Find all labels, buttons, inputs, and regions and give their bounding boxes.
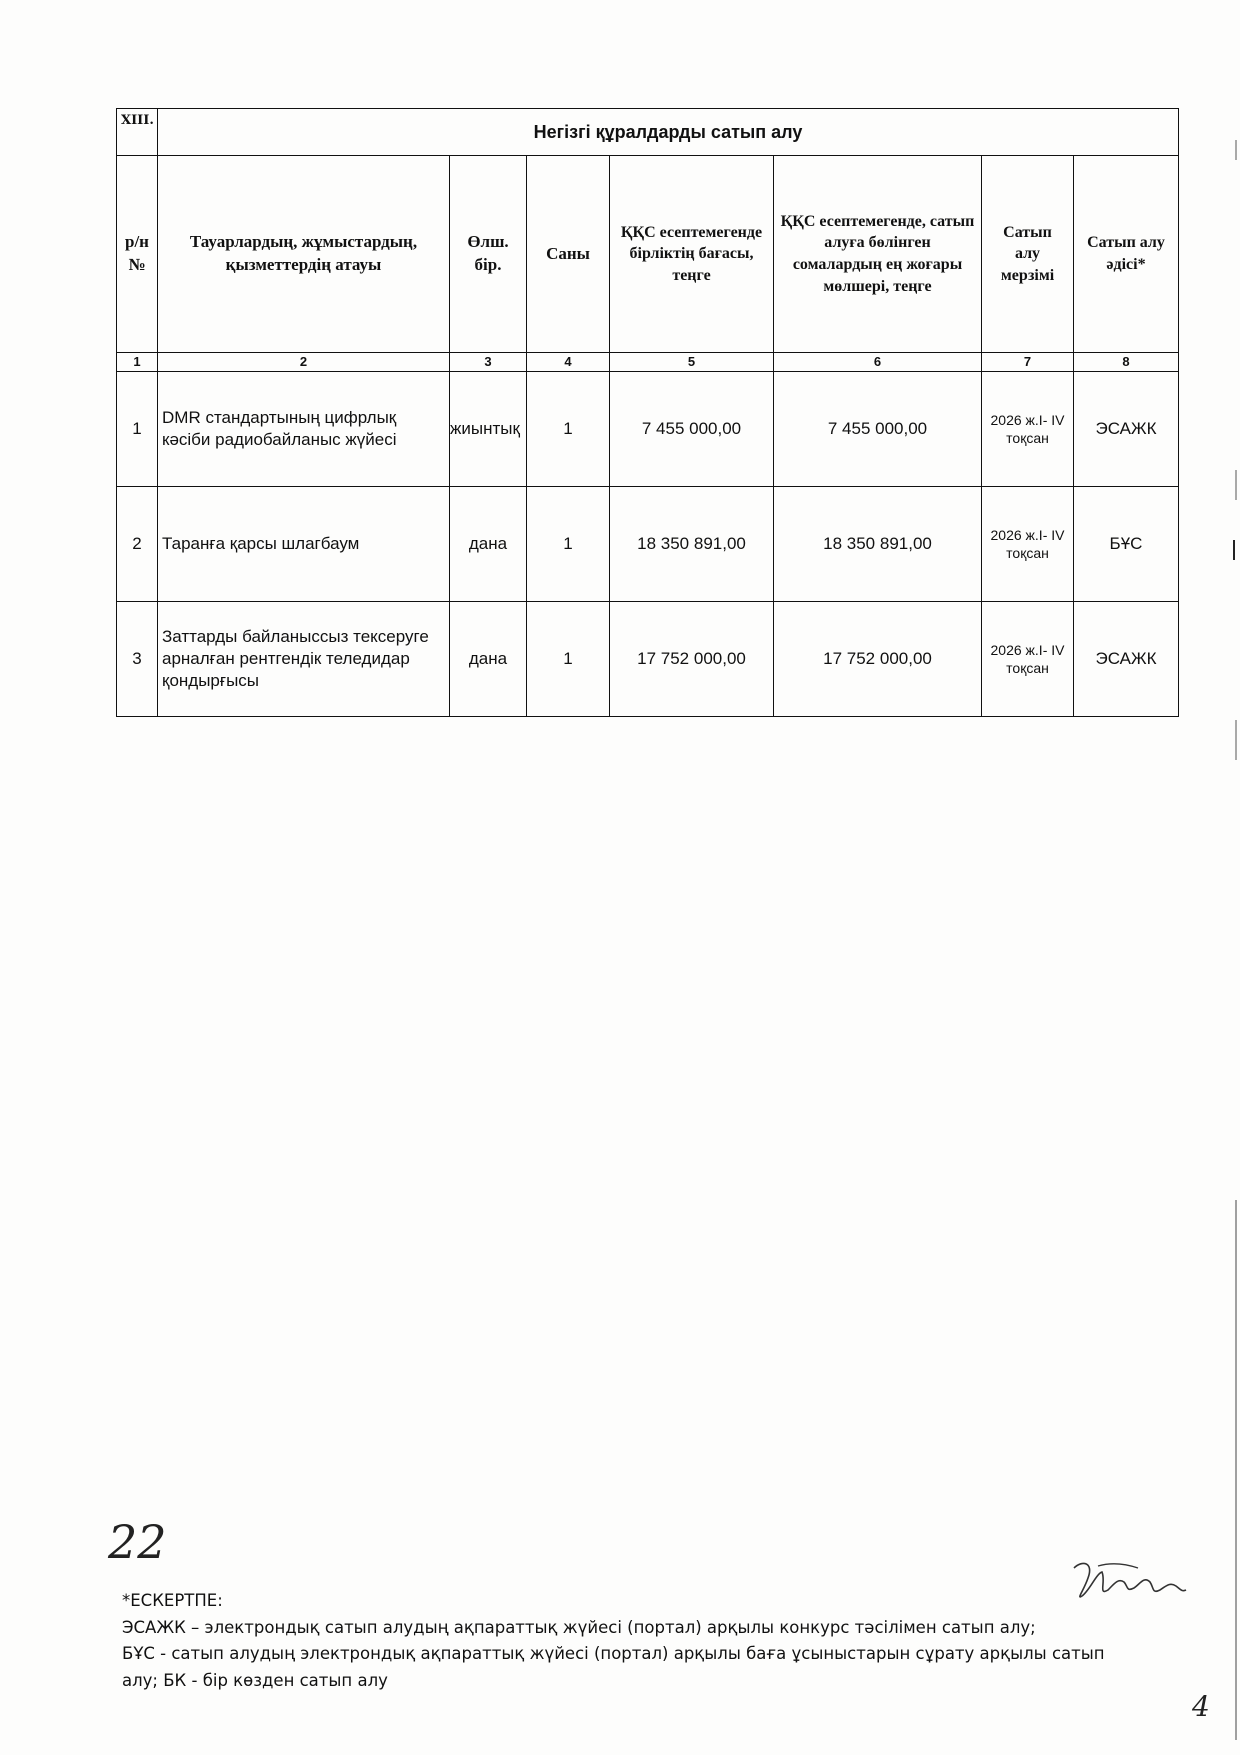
column-index: 6 bbox=[774, 353, 982, 372]
procurement-term: 2026 ж.І- IV тоқсан bbox=[982, 602, 1074, 717]
max-amount: 7 455 000,00 bbox=[774, 372, 982, 487]
unit-price: 17 752 000,00 bbox=[610, 602, 774, 717]
quantity: 1 bbox=[527, 487, 610, 602]
column-header: ҚҚС есептемегенде бірліктің бағасы, теңге bbox=[610, 156, 774, 353]
footnote-block bbox=[122, 1588, 1132, 1695]
column-index: 8 bbox=[1074, 353, 1179, 372]
item-name: Заттарды байланыссыз тексеруге арналған рентгендік теледидар қондырғысы bbox=[158, 602, 450, 717]
scan-edge-marks bbox=[1228, 0, 1240, 1755]
column-index: 3 bbox=[450, 353, 527, 372]
item-name: DMR стандартының цифрлық кәсіби радиобайланыс жүйесі bbox=[158, 372, 450, 487]
unit: жиынтық bbox=[450, 372, 527, 487]
column-index: 5 bbox=[610, 353, 774, 372]
quantity: 1 bbox=[527, 602, 610, 717]
section-title: Негізгі құралдарды сатып алу bbox=[158, 109, 1179, 156]
column-index-row bbox=[117, 353, 1179, 372]
column-header: Саны bbox=[527, 156, 610, 353]
unit-price: 7 455 000,00 bbox=[610, 372, 774, 487]
item-name: Таранға қарсы шлагбаум bbox=[158, 487, 450, 602]
column-header: ҚҚС есептемегенде, сатып алуға бөлінген сомалардың ең жоғары мөлшері, теңге bbox=[774, 156, 982, 353]
quantity: 1 bbox=[527, 372, 610, 487]
row-number: 3 bbox=[117, 602, 158, 717]
footnote-line: ЭСАЖК – электрондық сатып алудың ақпараттық жүйесі (портал) арқылы конкурс тәсілімен сатып алу; bbox=[122, 1617, 1036, 1637]
column-header: р/н № bbox=[117, 156, 158, 353]
table-row bbox=[117, 487, 1179, 602]
column-index: 4 bbox=[527, 353, 610, 372]
max-amount: 18 350 891,00 bbox=[774, 487, 982, 602]
column-index: 1 bbox=[117, 353, 158, 372]
footnote-title: *ЕСКЕРТПЕ: bbox=[122, 1591, 223, 1610]
column-header: Сатып алу мерзімі bbox=[982, 156, 1074, 353]
procurement-method: ЭСАЖК bbox=[1074, 602, 1179, 717]
handwritten-number: 22 bbox=[108, 1515, 167, 1569]
row-number: 1 bbox=[117, 372, 158, 487]
procurement-table bbox=[116, 108, 1179, 717]
unit: дана bbox=[450, 602, 527, 717]
column-header-row bbox=[117, 156, 1179, 353]
column-header: Тауарлардың, жұмыстардың, қызметтердің атауы bbox=[158, 156, 450, 353]
row-number: 2 bbox=[117, 487, 158, 602]
procurement-term: 2026 ж.І- IV тоқсан bbox=[982, 372, 1074, 487]
section-number: XIII. bbox=[117, 109, 158, 156]
page-number: 4 bbox=[1192, 1690, 1210, 1723]
procurement-method: БҰС bbox=[1074, 487, 1179, 602]
table-row bbox=[117, 372, 1179, 487]
unit: дана bbox=[450, 487, 527, 602]
column-index: 2 bbox=[158, 353, 450, 372]
column-index: 7 bbox=[982, 353, 1074, 372]
column-header: Сатып алу әдісі* bbox=[1074, 156, 1179, 353]
section-header-row bbox=[117, 109, 1179, 156]
footnote-line: БҰС - сатып алудың электрондық ақпараттық жүйесі (портал) арқылы баға ұсыныстарын сұрату арқылы сатып алу; БК - бір көзден сатып алу bbox=[122, 1644, 1105, 1691]
procurement-method: ЭСАЖК bbox=[1074, 372, 1179, 487]
unit-price: 18 350 891,00 bbox=[610, 487, 774, 602]
procurement-term: 2026 ж.І- IV тоқсан bbox=[982, 487, 1074, 602]
table-row bbox=[117, 602, 1179, 717]
max-amount: 17 752 000,00 bbox=[774, 602, 982, 717]
column-header: Өлш. бір. bbox=[450, 156, 527, 353]
